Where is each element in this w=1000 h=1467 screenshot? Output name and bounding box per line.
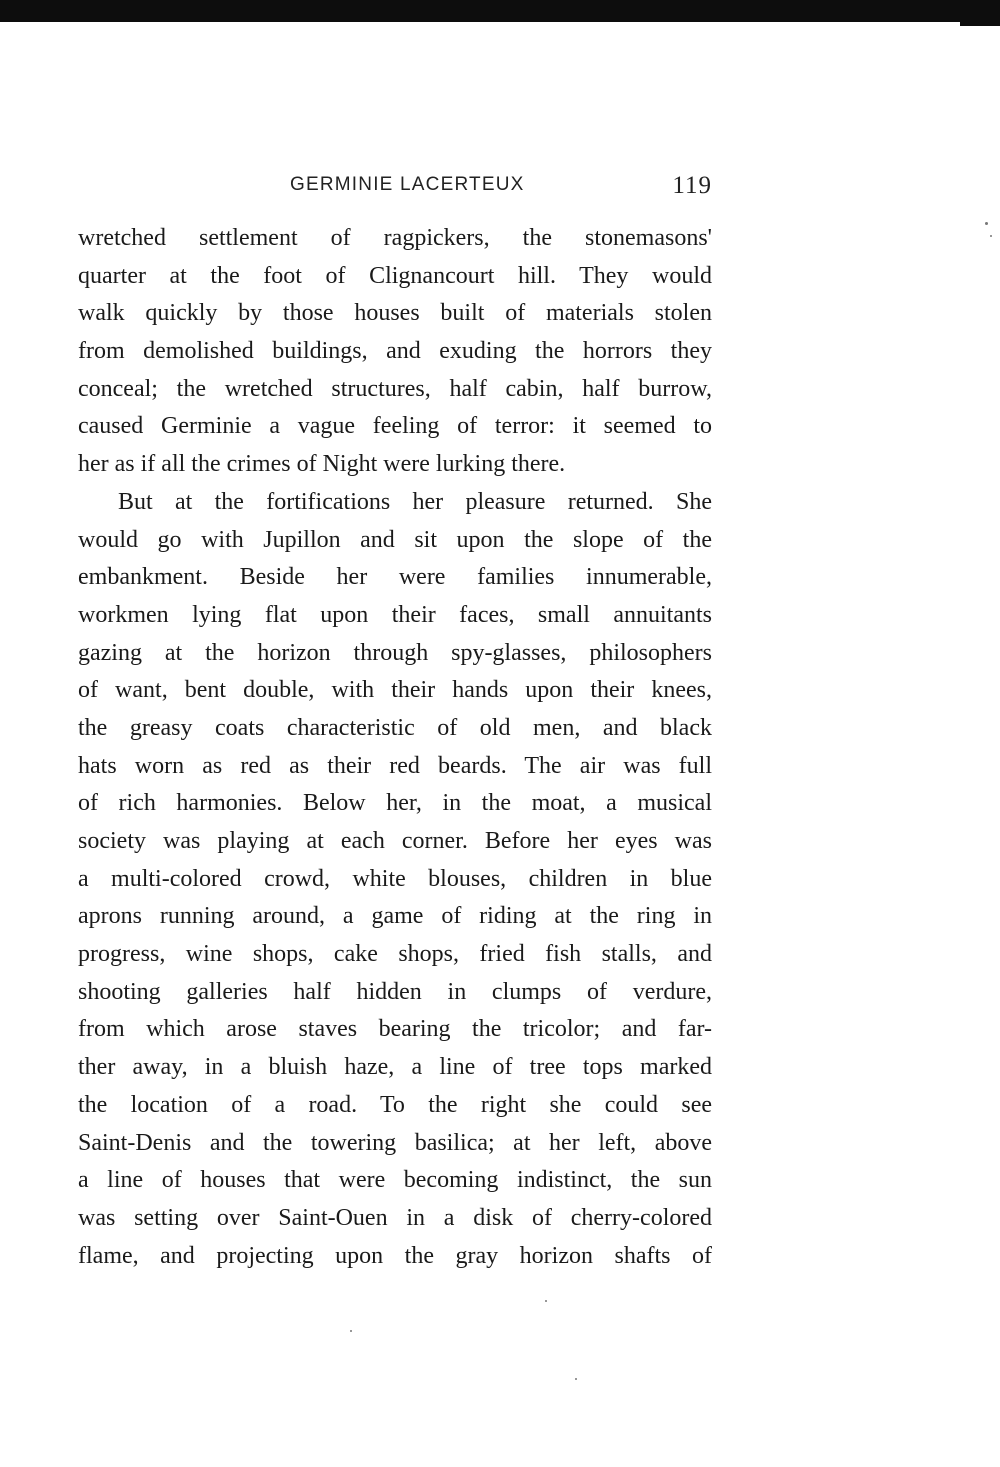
scan-speck — [985, 222, 988, 225]
text-line: flame, and projecting upon the gray horizon shafts of — [78, 1242, 712, 1269]
text-line: ther away, in a bluish haze, a line of tree tops marked — [78, 1054, 712, 1081]
text-line: from which arose staves bearing the tricolor; and far- — [78, 1016, 712, 1043]
text-line: would go with Jupillon and sit upon the slope of the — [78, 526, 712, 553]
text-line: caused Germinie a vague feeling of terror: it seemed to — [78, 413, 712, 440]
scan-speck — [990, 235, 992, 237]
text-line: walk quickly by those houses built of materials stolen — [78, 300, 712, 327]
text-line: shooting galleries half hidden in clumps of verdure, — [78, 978, 712, 1005]
scan-border-edge — [960, 22, 1000, 26]
running-title: GERMINIE LACERTEUX — [290, 174, 525, 195]
text-line: progress, wine shops, cake shops, fried fish stalls, and — [78, 941, 712, 968]
text-line: aprons running around, a game of riding at the ring in — [78, 903, 712, 930]
scan-speck — [575, 1378, 577, 1380]
text-line: the greasy coats characteristic of old men, and black — [78, 714, 712, 741]
text-line: the location of a road. To the right she could see — [78, 1091, 712, 1118]
text-line: of want, bent double, with their hands upon their knees, — [78, 677, 712, 704]
text-line: But at the fortifications her pleasure returned. She — [118, 488, 712, 515]
text-line: conceal; the wretched structures, half cabin, half burrow, — [78, 375, 712, 402]
paragraph — [78, 220, 712, 484]
running-head — [78, 172, 712, 202]
paragraph — [78, 484, 712, 1275]
text-line: society was playing at each corner. Before her eyes was — [78, 828, 712, 854]
text-line: workmen lying flat upon their faces, small annuitants — [78, 601, 712, 628]
text-line: her as if all the crimes of Night were lurking there. — [78, 451, 566, 478]
body-text — [78, 220, 712, 1275]
text-line: quarter at the foot of Clignancourt hill. They would — [78, 262, 712, 289]
scan-speck — [545, 1300, 547, 1302]
page-number: 119 — [672, 172, 712, 199]
text-line: Saint-Denis and the towering basilica; at her left, above — [78, 1129, 712, 1156]
text-line: was setting over Saint-Ouen in a disk of cherry-colored — [78, 1204, 712, 1231]
text-line: of rich harmonies. Below her, in the moat, a musical — [78, 790, 712, 817]
scan-top-border — [0, 0, 1000, 22]
text-line: a multi-colored crowd, white blouses, children in blue — [78, 865, 712, 892]
text-line: hats worn as red as their red beards. The air was full — [78, 752, 712, 779]
text-line: a line of houses that were becoming indistinct, the sun — [78, 1167, 712, 1194]
text-line: from demolished buildings, and exuding the horrors they — [78, 338, 712, 365]
text-line: embankment. Beside her were families innumerable, — [78, 564, 712, 591]
scan-speck — [350, 1330, 352, 1332]
text-line: wretched settlement of ragpickers, the stonemasons' — [78, 225, 712, 251]
text-line: gazing at the horizon through spy-glasses, philosophers — [78, 639, 712, 666]
